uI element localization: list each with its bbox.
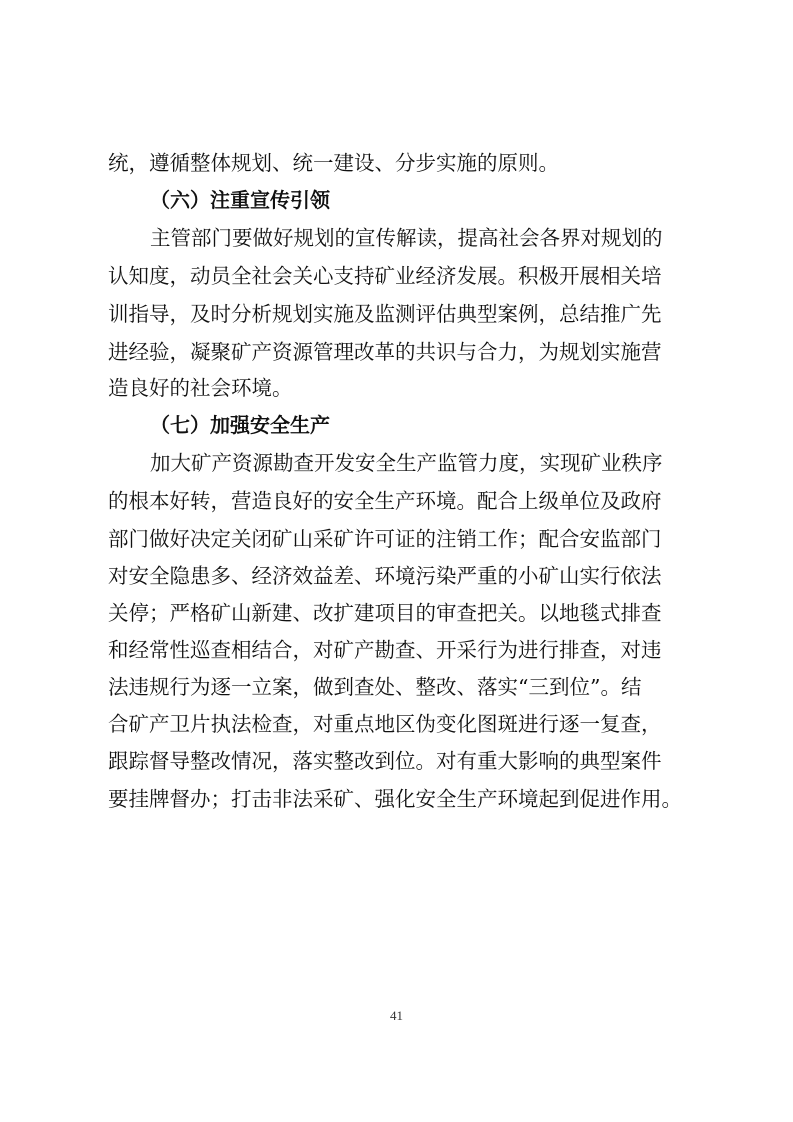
body-line: 合矿产卫片执法检查，对重点地区伪变化图斑进行逐一复查， (108, 712, 662, 736)
body-line: 跟踪督导整改情况，落实整改到位。对有重大影响的典型案件 (108, 749, 662, 773)
body-line: 认知度，动员全社会关心支持矿业经济发展。积极开展相关培 (108, 264, 662, 288)
section-heading-7: （七）加强安全生产 (150, 413, 330, 437)
body-line: 加大矿产资源勘查开发安全生产监管力度，实现矿业秩序 (150, 451, 663, 475)
body-line: 对安全隐患多、经济效益差、环境污染严重的小矿山实行依法 (108, 564, 662, 588)
body-line: 法违规行为逐一立案，做到查处、整改、落实“三到位”。结 (108, 675, 642, 699)
body-line: 造良好的社会环境。 (108, 376, 293, 400)
body-line: 和经常性巡查相结合，对矿产勘查、开采行为进行排查，对违 (108, 638, 662, 662)
body-line: 训指导，及时分析规划实施及监测评估典型案例，总结推广先 (108, 302, 662, 326)
body-line: 部门做好决定关闭矿山采矿许可证的注销工作；配合安监部门 (108, 527, 662, 551)
body-line: 主管部门要做好规划的宣传解读，提高社会各界对规划的 (150, 226, 663, 250)
body-line: 关停；严格矿山新建、改扩建项目的审查把关。以地毯式排查 (108, 601, 662, 625)
body-line: 的根本好转，营造良好的安全生产环境。配合上级单位及政府 (108, 489, 662, 513)
body-line: 统，遵循整体规划、统一建设、分步实施的原则。 (108, 151, 559, 175)
body-line: 进经验，凝聚矿产资源管理改革的共识与合力，为规划实施营 (108, 340, 662, 364)
page-number: 41 (390, 1008, 403, 1023)
section-heading-6: （六）注重宣传引领 (150, 188, 330, 212)
body-line: 要挂牌督办；打击非法采矿、强化安全生产环境起到促进作用。 (108, 787, 682, 811)
